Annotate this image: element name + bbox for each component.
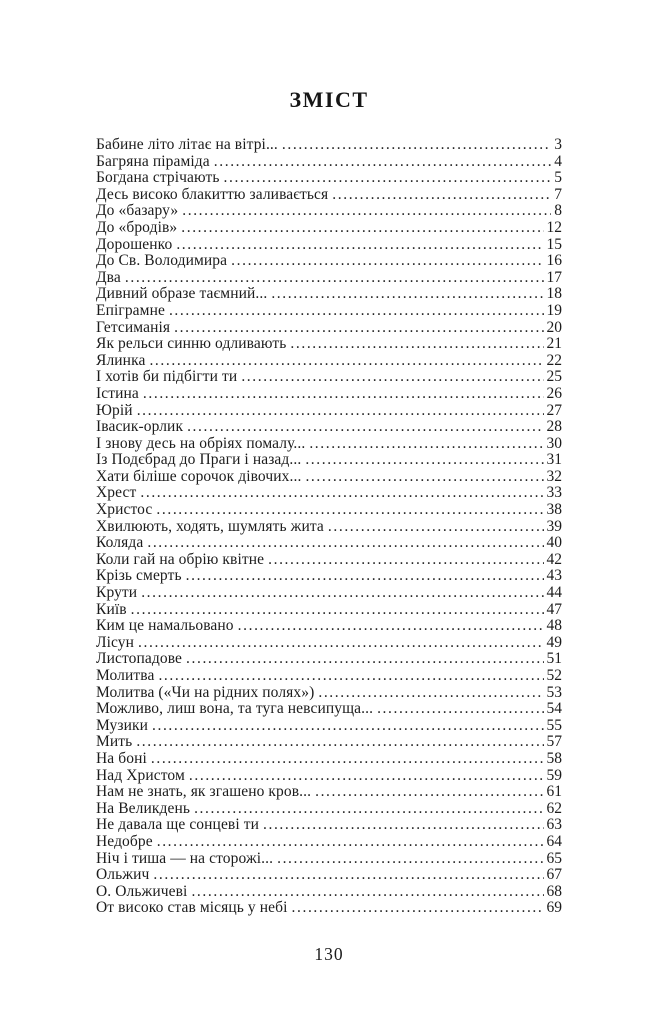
toc-entry-page: 3 [554,136,562,153]
toc-entry-page: 64 [546,832,562,850]
toc-row [96,286,562,303]
toc-row [96,485,562,502]
toc-row [96,801,562,818]
toc-entry-page: 26 [546,384,562,402]
toc-row [96,884,562,901]
toc-entry-page: 57 [546,733,562,751]
toc-entry-page: 8 [554,202,562,220]
toc-row [96,734,562,751]
toc-row [96,668,562,685]
toc-row [96,568,562,585]
dot-leader [176,237,543,254]
dot-leader [191,884,543,901]
dot-leader [328,519,544,536]
toc-row [96,369,562,386]
toc-row [96,651,562,668]
toc-entry-page: 52 [546,667,562,684]
toc-row [96,635,562,652]
toc-entry-page: 4 [554,152,562,170]
toc-entry-title: І хотів би підбігти ти [96,368,238,386]
toc-entry-title: Десь високо блакиттю заливається [96,185,329,203]
toc-row [96,253,562,270]
toc-row [96,220,562,237]
toc-entry-title: Коли гай на обрію квітне [96,550,265,568]
toc-list [96,137,562,917]
dot-leader [187,419,543,436]
toc-row [96,170,562,187]
toc-entry-title: Як рельси синню одливають [96,335,287,353]
toc-entry-page: 33 [546,484,562,502]
page-number: 130 [314,943,344,964]
toc-row [96,701,562,718]
toc-entry-title: Ніч і тиша — на сторожі... [96,849,274,867]
toc-entry-title: Коляда [96,534,144,552]
toc-entry-title: Хати біліше сорочок дівочих... [96,467,302,485]
toc-row [96,618,562,635]
toc-entry-title: Музики [96,716,148,734]
toc-entry-page: 28 [546,418,562,436]
toc-row [96,137,562,154]
toc-entry-page: 62 [546,799,562,817]
toc-entry-page: 55 [546,716,562,734]
toc-entry-page: 32 [546,467,562,485]
toc-row [96,535,562,552]
toc-row [96,320,562,337]
dot-leader [158,668,543,685]
toc-entry-title: Мить [96,733,133,751]
toc-entry-title: Бабине літо літає на вітрі... [96,136,278,153]
dot-leader [282,137,551,154]
dot-leader [151,751,544,768]
toc-entry-title: До Св. Володимира [96,252,228,270]
dot-leader [141,585,543,602]
dot-leader [332,187,551,204]
toc-entry-page: 22 [546,351,562,369]
dot-leader [290,336,543,353]
toc-row [96,900,562,917]
toc-entry-title: Епіграмне [96,301,165,319]
toc-entry-page: 5 [554,169,562,187]
toc-row [96,436,562,453]
toc-entry-title: Лісун [96,633,135,651]
dot-leader [186,651,543,668]
toc-entry-title: Крути [96,584,138,602]
toc-entry-title: Багряна піраміда [96,152,210,170]
toc-entry-page: 40 [546,534,562,552]
toc-entry-page: 20 [546,318,562,336]
toc-entry-title: Ялинка [96,351,146,369]
toc-row [96,187,562,204]
dot-leader [138,635,543,652]
dot-leader [181,220,543,237]
toc-entry-title: Хвилюють, ходять, шумлять жита [96,517,324,535]
toc-row [96,452,562,469]
toc-entry-page: 43 [546,567,562,585]
toc-entry-page: 18 [546,285,562,303]
toc-row [96,834,562,851]
dot-leader [305,452,543,469]
toc-row [96,270,562,287]
dot-leader [309,436,543,453]
toc-entry-page: 63 [546,816,562,834]
dot-leader [268,552,543,569]
dot-leader [271,286,543,303]
toc-row [96,602,562,619]
toc-entry-page: 15 [546,235,562,253]
toc-entry-page: 39 [546,517,562,535]
toc-row [96,751,562,768]
toc-entry-title: Київ [96,600,127,618]
toc-entry-page: 44 [546,584,562,602]
toc-entry-page: 7 [554,185,562,203]
toc-entry-title: Богдана стрічають [96,169,220,187]
dot-leader [149,353,543,370]
dot-leader [174,320,543,337]
toc-row [96,768,562,785]
toc-row [96,353,562,370]
dot-leader [137,403,544,420]
dot-leader [277,851,543,868]
dot-leader [238,618,544,635]
toc-entry-page: 61 [546,783,562,801]
toc-entry-title: Гетсиманія [96,318,171,336]
toc-entry-page: 51 [546,650,562,668]
toc-row [96,403,562,420]
toc-entry-page: 65 [546,849,562,867]
toc-entry-title: Два [96,268,121,286]
toc-entry-page: 21 [546,335,562,353]
toc-row [96,784,562,801]
toc-row [96,237,562,254]
dot-leader [186,568,544,585]
toc-entry-page: 27 [546,401,562,419]
dot-leader [182,203,551,220]
dot-leader [125,270,544,287]
toc-entry-title: Не давала ще сонцеві ти [96,816,259,834]
toc-entry-title: Істина [96,384,139,402]
dot-leader [194,801,543,818]
toc-row [96,336,562,353]
toc-row [96,817,562,834]
toc-entry-title: Ким це намальовано [96,617,234,635]
toc-entry-page: 49 [546,633,562,651]
toc-entry-page: 16 [546,252,562,270]
dot-leader [224,170,552,187]
toc-entry-page: 58 [546,749,562,767]
toc-row [96,154,562,171]
toc-entry-page: 38 [546,501,562,519]
toc-entry-title: Листопадове [96,650,183,668]
dot-leader [169,303,544,320]
toc-row [96,502,562,519]
dot-leader [231,253,543,270]
toc-row [96,585,562,602]
dot-leader [136,734,543,751]
toc-entry-page: 54 [546,700,562,718]
dot-leader [318,685,543,702]
toc-row [96,851,562,868]
dot-leader [147,535,543,552]
dot-leader [241,369,543,386]
toc-entry-title: Хрест [96,484,137,502]
toc-entry-title: О. Ольжичеві [96,882,188,900]
toc-entry-title: Можливо, лиш вона, та туга невсипуща... [96,700,374,718]
toc-entry-page: 53 [546,683,562,701]
toc-row [96,386,562,403]
dot-leader [157,834,544,851]
dot-leader [153,867,543,884]
toc-entry-title: Івасик-орлик [96,418,184,436]
toc-entry-title: Ольжич [96,866,150,884]
dot-leader [377,701,543,718]
toc-row [96,419,562,436]
toc-row [96,867,562,884]
toc-entry-title: Із Подєбрад до Праги і назад... [96,451,302,469]
toc-row [96,685,562,702]
toc-entry-page: 30 [546,434,562,452]
toc-entry-page: 48 [546,617,562,635]
toc-entry-page: 47 [546,600,562,618]
toc-entry-title: Крізь смерть [96,567,182,585]
toc-entry-page: 19 [546,301,562,319]
toc-entry-page: 31 [546,451,562,469]
dot-leader [156,502,543,519]
dot-leader [214,154,551,171]
toc-row [96,303,562,320]
dot-leader [292,900,544,917]
toc-entry-page: 25 [546,368,562,386]
toc-row [96,718,562,735]
toc-entry-title: Молитва [96,667,155,684]
dot-leader [315,784,543,801]
page-title: ЗМІСТ [289,87,369,112]
toc-entry-title: Недобре [96,832,153,850]
toc-entry-page: 42 [546,550,562,568]
toc-entry-title: На боні [96,749,147,767]
toc-entry-page: 12 [546,218,562,236]
toc-entry-page: 59 [546,766,562,784]
toc-row [96,519,562,536]
dot-leader [305,469,543,486]
toc-entry-page: 67 [546,866,562,884]
toc-row [96,552,562,569]
toc-entry-title: Христос [96,501,153,519]
toc-entry-title: Молитва («Чи на рідних полях») [96,683,315,701]
toc-entry-title: От високо став місяць у небі [96,899,288,917]
dot-leader [189,768,544,785]
toc-entry-title: Юрій [96,401,133,419]
dot-leader [263,817,544,834]
toc-entry-title: Нам не знать, як згашено кров... [96,783,312,801]
toc-entry-page: 69 [546,899,562,917]
toc-row [96,203,562,220]
dot-leader [152,718,544,735]
toc-entry-page: 17 [546,268,562,286]
toc-entry-title: Над Христом [96,766,185,784]
dot-leader [143,386,544,403]
toc-entry-title: На Великдень [96,799,191,817]
toc-entry-title: До «базару» [96,202,179,220]
toc-entry-page: 68 [546,882,562,900]
toc-entry-title: І знову десь на обріях помалу... [96,434,306,452]
dot-leader [131,602,544,619]
toc-entry-title: До «бродів» [96,218,178,236]
toc-entry-title: Дивний образе таємний... [96,285,268,303]
dot-leader [140,485,543,502]
toc-row [96,469,562,486]
toc-entry-title: Дорошенко [96,235,173,253]
